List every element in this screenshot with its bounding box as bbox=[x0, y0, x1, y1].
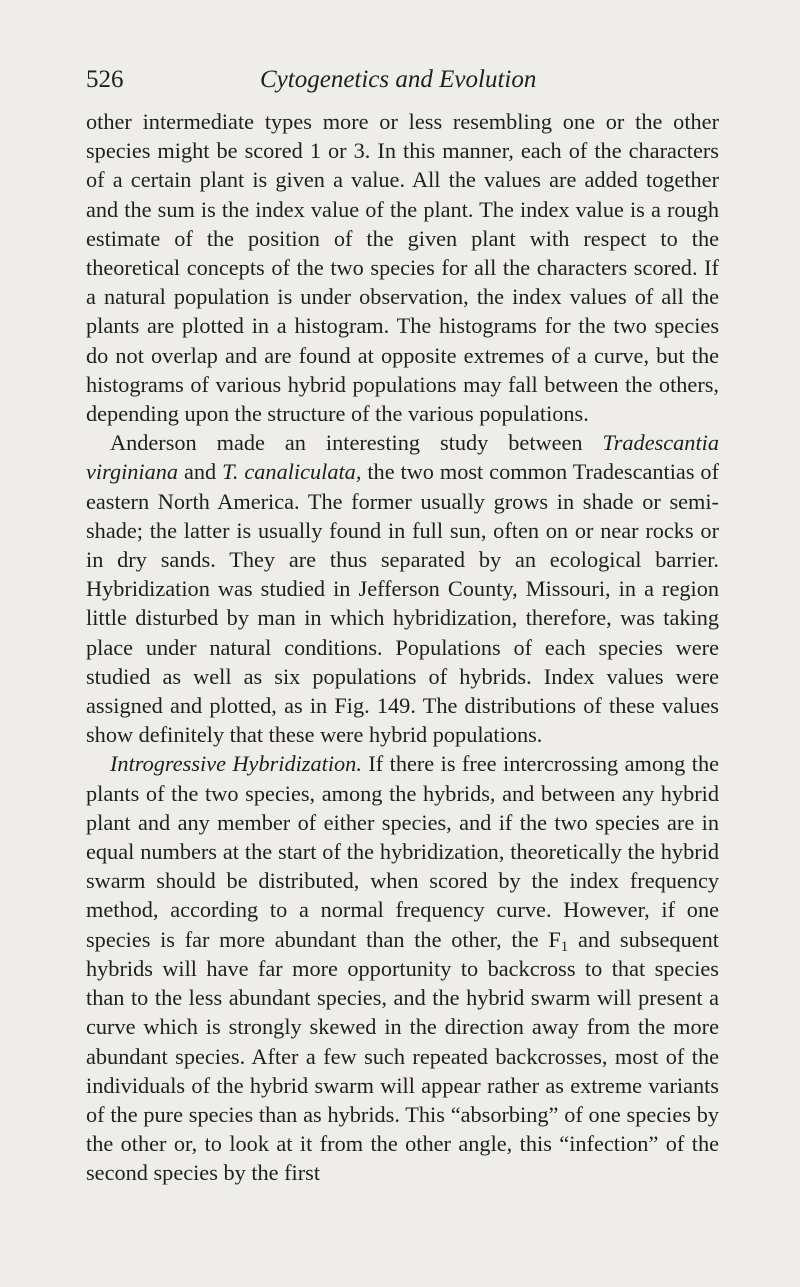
text-run: other intermediate types more or less resembling one or the other species might be scored 1 or 3. In this manner, each of the characters of a certain plant is given a value. All the values are added together and the sum is the index value of the plant. The index value is a rough estimate of the position of the given plant with respect to the theoretical concepts of the two species for all the characters scored. If a natural population is under observation, the index values of all the plants are plotted in a histogram. The histograms for the two species do not overlap and are found at opposite extremes of a curve, but the histograms of various hybrid populations may fall between the others, depending upon the structure of the various populations. bbox=[86, 109, 719, 427]
paragraph bbox=[86, 428, 719, 749]
italic-text: T. canaliculata, bbox=[222, 459, 362, 485]
italic-text: Introgressive Hybridization. bbox=[110, 751, 362, 777]
paragraph bbox=[86, 749, 719, 1187]
text-run: and subsequent hybrids will have far more opportunity to backcross to that species than to the less abundant species, and the hybrid swarm will present a curve which is strongly skewed in the direction away from the more abundant species. After a few such repeated backcrosses, most of the individuals of the hybrid swarm will appear rather as extreme variants of the pure species than as hybrids. This “absorbing” of one species by the other or, to look at it from the other angle, this “infection” of the second species by the first bbox=[86, 926, 719, 1186]
text-run: Anderson made an interesting study between bbox=[110, 430, 603, 456]
text-run: the two most common Tradescantias of eastern North America. The former usually grows in shade or semi-shade; the latter is usually found in full sun, often on or near rocks or in dry sands. They are thus separated by an ecological barrier. Hybridization was studied in Jefferson County, Missouri, in a region little disturbed by man in which hybridization, therefore, was taking place under natural conditions. Populations of each species were studied as well as six populations of hybrids. Index values were assigned and plotted, as in Fig. 149. The distributions of these values show definitely that these were hybrid populations. bbox=[86, 459, 720, 748]
italic-text: Tradescantia virginiana bbox=[86, 430, 719, 485]
running-title: Cytogenetics and Evolution bbox=[260, 66, 537, 93]
text-run: If there is free intercrossing among the plants of the two species, among the hybrids, and between any hybrid plant and any member of either species, and if the two species are in equal numbers at the start of the hybridization, theoretically the hybrid swarm should be distributed, when scored by the index frequency method, according to a normal frequency curve. However, if one species is far more abundant than the other, the F bbox=[86, 751, 719, 952]
subscript-text: 1 bbox=[560, 938, 569, 955]
page-number: 526 bbox=[86, 66, 124, 93]
running-head bbox=[86, 60, 726, 100]
text-run: and bbox=[178, 459, 223, 485]
paragraph bbox=[86, 107, 719, 428]
body-text bbox=[86, 107, 719, 1188]
